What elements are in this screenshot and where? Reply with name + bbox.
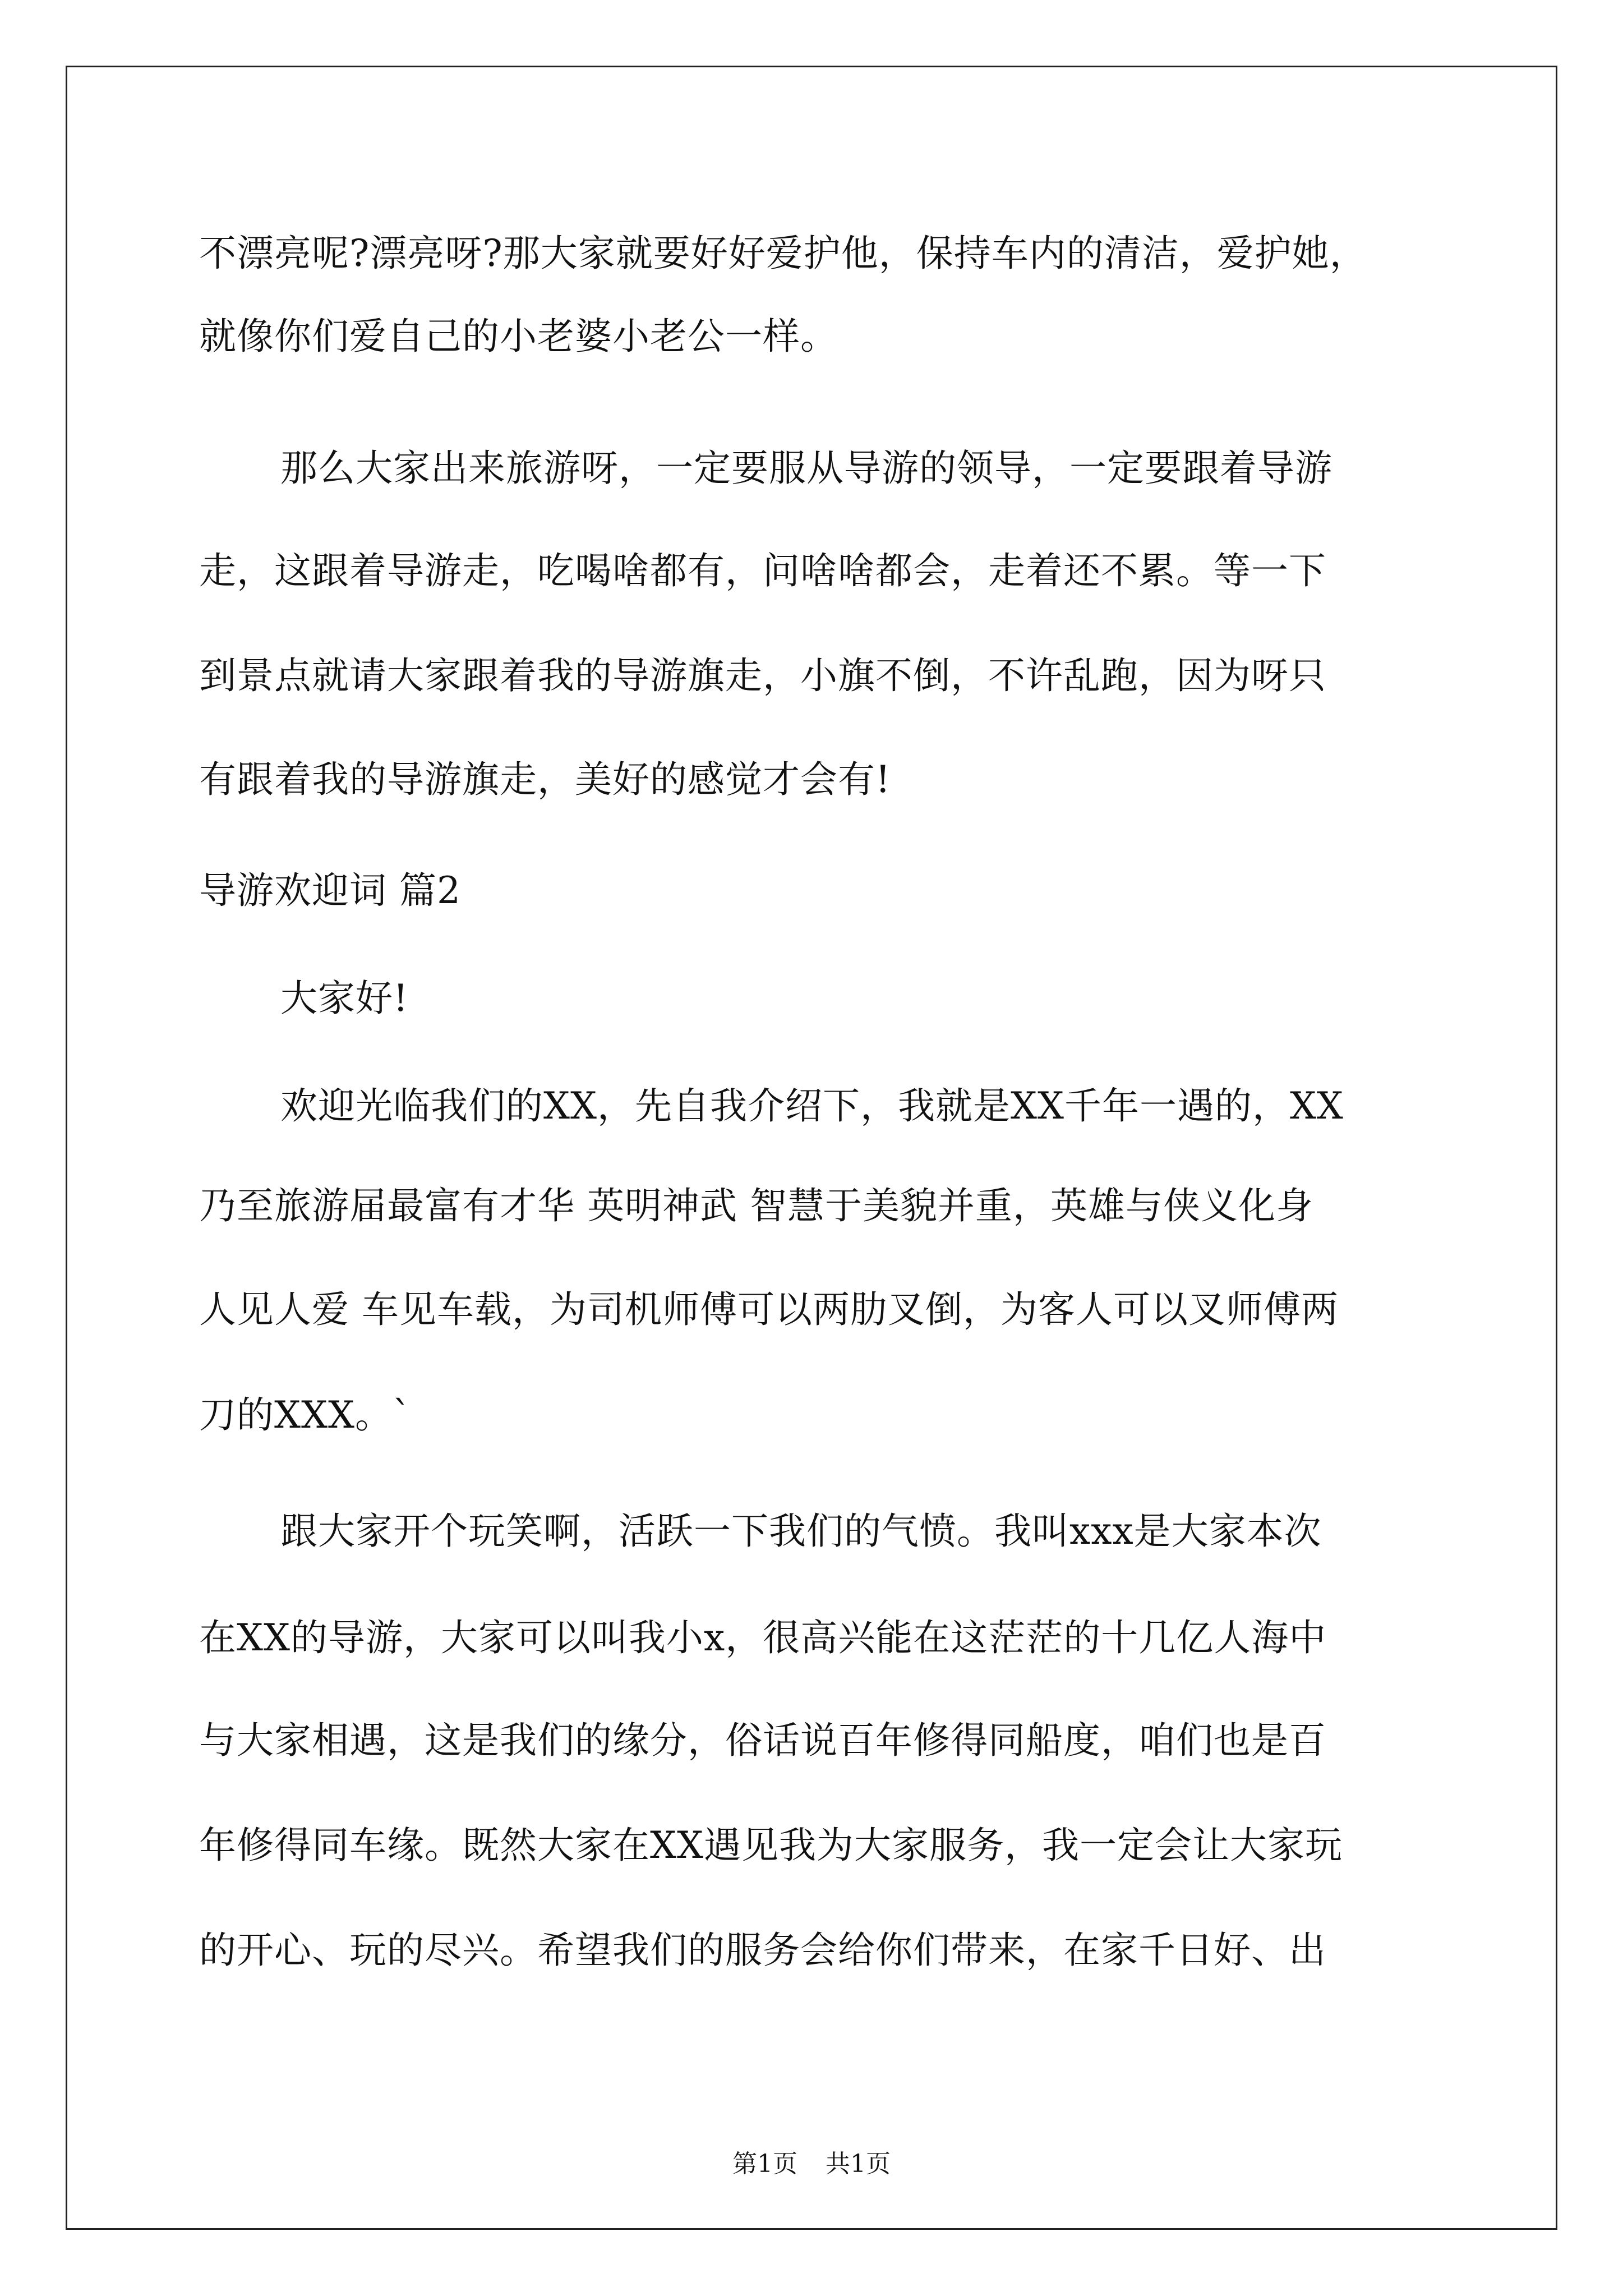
paragraph-line: 人见人爱 车见车载，为司机师傅可以两肋叉倒，为客人可以叉师傅两 bbox=[199, 1288, 1339, 1331]
paragraph-line: 刀的XXX。` bbox=[199, 1393, 412, 1437]
paragraph-line: 到景点就请大家跟着我的导游旗走，小旗不倒，不许乱跑，因为呀只 bbox=[199, 654, 1326, 697]
paragraph-line: 的开心、玩的尽兴。希望我们的服务会给你们带来，在家千日好、出 bbox=[199, 1929, 1326, 1972]
paragraph-line: 不漂亮呢?漂亮呀?那大家就要好好爱护他，保持车内的清洁，爱护她， bbox=[199, 232, 1367, 275]
paragraph-line: 有跟着我的导游旗走，美好的感觉才会有! bbox=[199, 758, 891, 801]
paragraph-line: 与大家相遇，这是我们的缘分，俗话说百年修得同船度，咱们也是百 bbox=[199, 1719, 1326, 1762]
paragraph-line: 大家好! bbox=[280, 977, 409, 1020]
paragraph-line: 跟大家开个玩笑啊，活跃一下我们的气愤。我叫xxx是大家本次 bbox=[280, 1510, 1322, 1553]
paragraph-line: 年修得同车缘。既然大家在XX遇见我为大家服务，我一定会让大家玩 bbox=[199, 1824, 1343, 1867]
paragraph-line: 欢迎光临我们的XX，先自我介绍下，我就是XX千年一遇的，XX bbox=[280, 1084, 1344, 1128]
page-footer bbox=[0, 2148, 1623, 2180]
section-heading: 导游欢迎词 篇2 bbox=[199, 869, 461, 912]
page-total: 共1页 bbox=[826, 2150, 891, 2178]
paragraph-line: 在XX的导游，大家可以叫我小x，很高兴能在这茫茫的十几亿人海中 bbox=[199, 1616, 1327, 1659]
paragraph-line: 走，这跟着导游走，吃喝啥都有，问啥啥都会，走着还不累。等一下 bbox=[199, 549, 1326, 592]
paragraph-line: 乃至旅游届最富有才华 英明神武 智慧于美貌并重，英雄与侠义化身 bbox=[199, 1184, 1313, 1227]
paragraph-line: 那么大家出来旅游呀，一定要服从导游的领导，一定要跟着导游 bbox=[280, 447, 1332, 490]
page-frame bbox=[66, 66, 1557, 2230]
page-number: 第1页 bbox=[732, 2150, 797, 2178]
paragraph-line: 就像你们爱自己的小老婆小老公一样。 bbox=[199, 315, 838, 358]
